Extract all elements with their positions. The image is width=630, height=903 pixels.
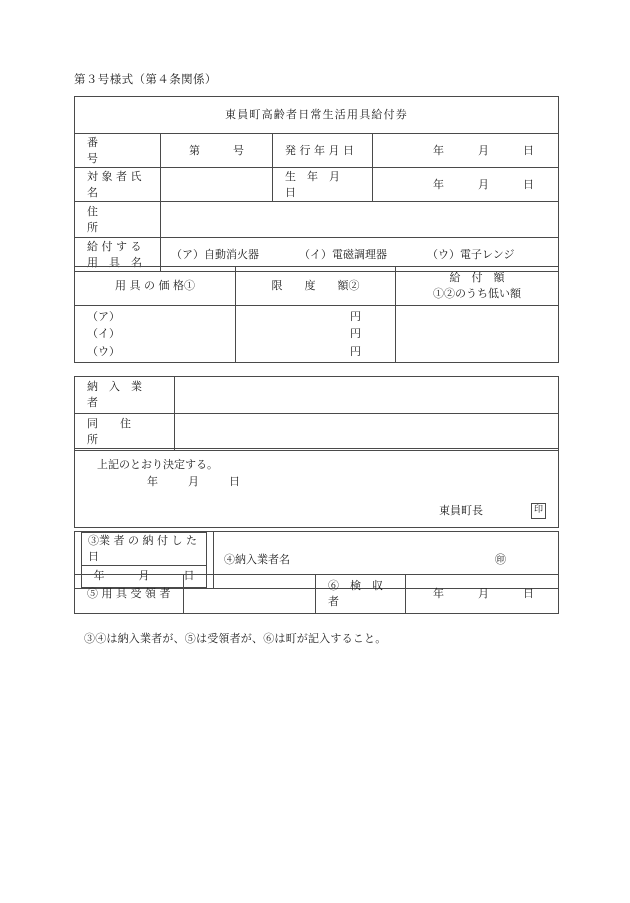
inspector-date-day: 日 [523,587,534,601]
equipment-item-i: （イ）電磁調理器 [299,247,387,261]
table-row-decision [75,449,559,528]
limit-yen-a: 円 [350,310,361,324]
issue-date-month: 月 [478,143,489,157]
decision-date[interactable] [147,474,240,490]
issue-date-label: 発 行 年 月 日 [285,143,354,157]
birth-date-month: 月 [478,177,489,191]
receiver-label-cell [75,575,184,614]
equipment-item-a: （ア）自動消火器 [171,247,259,261]
number-label-cell [75,134,161,168]
person-name-value-cell[interactable] [161,168,273,202]
number-value-label: 第 号 [189,143,244,157]
price-table [74,266,559,363]
table-row-person [75,168,559,202]
table-row-title [75,97,559,134]
issue-date-value-cell[interactable] [373,134,559,168]
number-label: 番 号 [87,135,142,165]
inspector-date-month: 月 [478,587,489,601]
birth-date-label-cell [273,168,373,202]
address-label: 住 所 [87,204,142,234]
price-header-grant-line1: 給 付 額 [449,271,505,285]
person-name-label-cell [75,168,161,202]
supplier-address-label: 同 住 所 [87,417,153,446]
document-title: 東員町高齢者日常生活用具給付券 [75,97,559,134]
equipment-item-u: （ウ）電子レンジ [427,247,515,261]
footnote: ③④は納入業者が、⑤は受領者が、⑥は町が記入すること。 [84,632,387,645]
birth-date-day: 日 [523,177,534,191]
number-value-cell[interactable] [161,134,273,168]
table-row-price-body [75,306,559,363]
price-item-a-label: （ア） [87,310,120,324]
price-body-items-cell[interactable] [75,306,236,363]
equipment-label-line1: 給 付 す る [87,239,142,253]
mayor-signature-area [439,503,546,519]
receiver-label: ⑤ 用 具 受 領 者 [87,587,171,601]
price-header-limit [236,267,396,306]
price-header-grant-line2: ①②のうち低い額 [433,287,521,300]
receiver-value-cell[interactable] [184,575,316,614]
decision-year: 年 [147,475,158,488]
delivery-date-year: 年 [93,569,105,583]
delivery-date-day: 日 [183,569,195,583]
decision-cell [75,449,559,528]
supplier-address-value-cell[interactable] [175,414,559,451]
price-header-limit-label: 限 度 額② [271,279,360,293]
supplier-label: 納 入 業 者 [87,380,153,409]
supplier-table [74,376,559,451]
table-row-supplier-address [75,414,559,451]
price-header-price-label: 用 具 の 価 格① [115,279,195,293]
issue-date-year: 年 [433,143,444,157]
table-row-address [75,202,559,238]
seal-stamp-icon: 印 [531,503,546,519]
inspector-date-year: 年 [433,587,444,601]
person-name-label: 対 象 者 氏 名 [87,169,142,199]
delivery-date-label: ③業 者 の 納 付 し た 日 [82,533,207,566]
form-number: 第３号様式（第４条関係） [74,72,217,86]
issue-date-day: 日 [523,143,534,157]
circled-seal-icon: ㊞ [495,552,506,566]
issue-date-label-cell [273,134,373,168]
delivery-date-label-row [82,533,207,566]
supplier-label-cell [75,377,175,414]
mayor-title: 東員町長 [439,504,483,518]
receipt-table [74,574,559,614]
supplier-address-label-cell [75,414,175,451]
price-item-i-label: （イ） [87,327,120,341]
limit-body-cell[interactable] [236,306,396,363]
decision-table [74,448,559,528]
supplier-value-cell[interactable] [175,377,559,414]
table-row-supplier [75,377,559,414]
table-row-number [75,134,559,168]
address-value-cell[interactable] [161,202,559,238]
grant-voucher-table [74,96,559,272]
birth-date-year: 年 [433,177,444,191]
delivery-date-month: 月 [138,569,150,583]
inspector-label-cell [316,575,406,614]
table-row-price-header [75,267,559,306]
price-header-grant [396,267,559,306]
decision-month: 月 [188,475,199,488]
decision-text: 上記のとおり決定する。 [97,458,218,471]
table-row-receipt [75,575,559,614]
decision-day: 日 [229,475,240,488]
equipment-label-line2: 用 具 名 [87,255,142,269]
address-label-cell [75,202,161,238]
limit-yen-u: 円 [350,344,361,358]
limit-yen-i: 円 [350,327,361,341]
birth-date-value-cell[interactable] [373,168,559,202]
price-item-u-label: （ウ） [87,344,120,358]
birth-date-label: 生 年 月 日 [285,169,351,199]
supplier-name-label: ④納入業者名 [224,552,290,566]
price-header-price [75,267,236,306]
inspector-label: ⑥ 検 収 者 [328,579,394,608]
inspector-date-cell[interactable] [406,575,559,614]
grant-body-cell[interactable] [396,306,559,363]
